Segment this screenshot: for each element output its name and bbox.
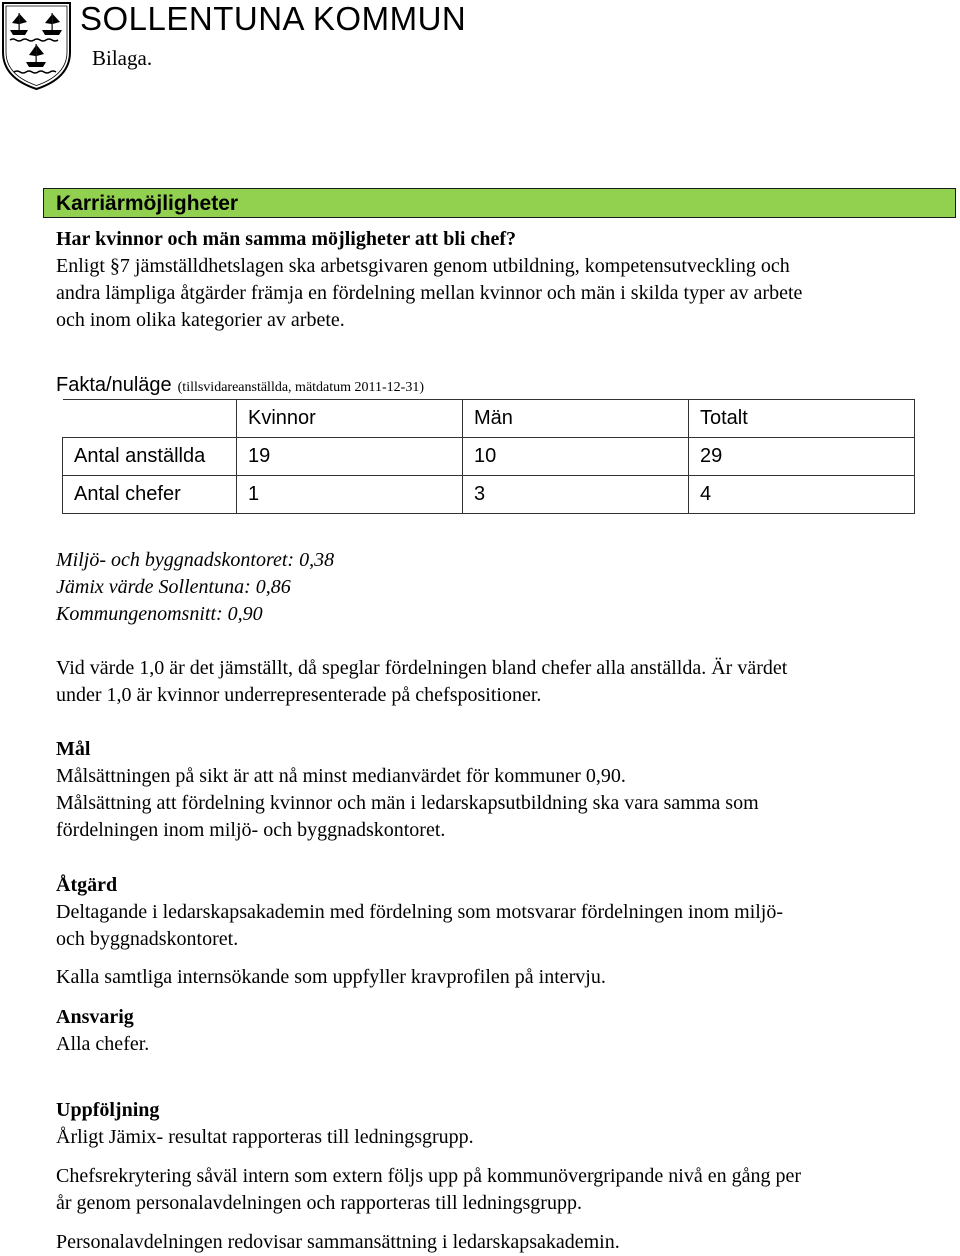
atgard-heading: Åtgärd: [56, 874, 118, 896]
stats-table: [62, 399, 915, 514]
section-title: Karriärmöjligheter: [56, 192, 239, 215]
intro-line: Enligt §7 jämställdhetslagen ska arbetsgivaren genom utbildning, kompetensutveckling och: [56, 255, 790, 277]
uppfoljning-p3: Personalavdelningen redovisar sammansättning i ledarskapsakademin.: [56, 1231, 620, 1253]
intro-line: och inom olika kategorier av arbete.: [56, 309, 345, 331]
table-header-cell: Män: [463, 400, 689, 438]
mal-line: Målsättningen på sikt är att nå minst medianvärdet för kommuner 0,90.: [56, 765, 626, 787]
table-cell: 4: [689, 476, 915, 514]
atgard-extra: Kalla samtliga internsökande som uppfyller kravprofilen på intervju.: [56, 966, 606, 988]
uppfoljning-text: Årligt Jämix- resultat rapporteras till ledningsgrupp.: [56, 1126, 474, 1148]
document-subtitle: Bilaga.: [92, 46, 153, 70]
table-header-cell: Totalt: [689, 400, 915, 438]
uppfoljning-p2-line: år genom personalavdelningen och rapporteras till ledningsgrupp.: [56, 1192, 582, 1214]
jamix-line: Miljö- och byggnadskontoret: 0,38: [56, 549, 335, 571]
table-cell: 3: [463, 476, 689, 514]
uppfoljning-p2-line: Chefsrekrytering såväl intern som extern följs upp på kommunövergripande nivå en gång per: [56, 1165, 801, 1187]
mal-line: fördelningen inom miljö- och byggnadskontoret.: [56, 819, 446, 841]
intro-line: andra lämpliga åtgärder främja en fördelning mellan kvinnor och män i skilda typer av arbete: [56, 282, 803, 304]
table-row-label: Antal anställda: [63, 438, 237, 476]
mal-heading: Mål: [56, 738, 91, 760]
fakta-heading: [56, 374, 424, 397]
table-row-label: Antal chefer: [63, 476, 237, 514]
mal-line: Målsättning att fördelning kvinnor och män i ledarskapsutbildning ska vara samma som: [56, 792, 759, 814]
atgard-line: Deltagande i ledarskapsakademin med fördelning som motsvarar fördelningen inom miljö-: [56, 901, 784, 923]
organization-name: SOLLENTUNA KOMMUN: [80, 0, 467, 37]
fakta-heading-note: (tillsvidareanställda, mätdatum 2011-12-31): [177, 380, 425, 395]
table-row: [63, 476, 915, 514]
atgard-line: och byggnadskontoret.: [56, 928, 239, 950]
table-corner-cell: [63, 400, 237, 438]
intro-question: Har kvinnor och män samma möjligheter att bli chef?: [56, 228, 516, 250]
table-header-row: [63, 400, 915, 438]
ansvarig-text: Alla chefer.: [56, 1033, 150, 1055]
table-cell: 29: [689, 438, 915, 476]
ansvarig-heading: Ansvarig: [56, 1006, 134, 1028]
section-banner: [43, 188, 956, 218]
fakta-heading-title: Fakta/nuläge: [56, 374, 172, 396]
jamix-line: Kommungenomsnitt: 0,90: [56, 603, 263, 625]
table-cell: 19: [237, 438, 463, 476]
table-cell: 10: [463, 438, 689, 476]
coat-of-arms-logo: [0, 0, 74, 92]
jamix-line: Jämix värde Sollentuna: 0,86: [56, 576, 291, 598]
table-cell: 1: [237, 476, 463, 514]
explanation-line: Vid värde 1,0 är det jämställt, då speglar fördelningen bland chefer alla anställda. Är värdet: [56, 657, 788, 679]
explanation-line: under 1,0 är kvinnor underrepresenterade på chefspositioner.: [56, 684, 542, 706]
table-header-cell: Kvinnor: [237, 400, 463, 438]
table-row: [63, 438, 915, 476]
uppfoljning-heading: Uppföljning: [56, 1099, 160, 1121]
